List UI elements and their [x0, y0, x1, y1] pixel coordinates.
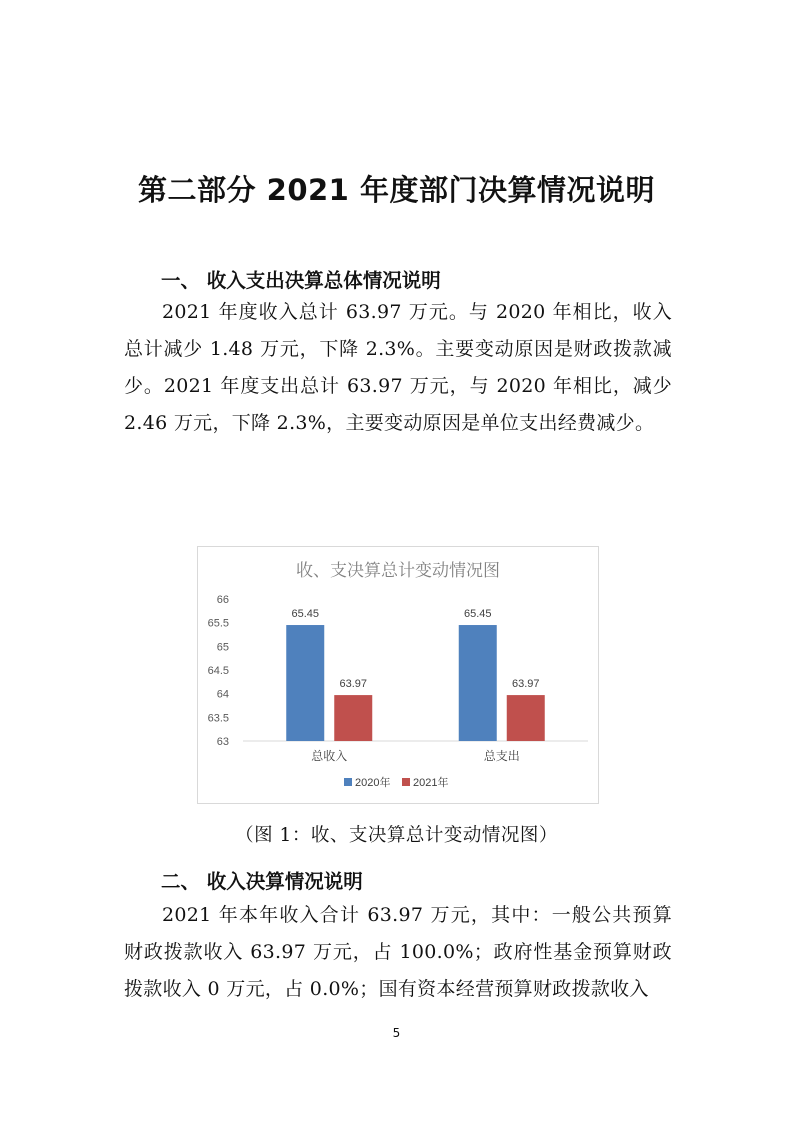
legend-swatch-2021	[402, 778, 410, 786]
bar-data-label: 63.97	[339, 678, 368, 691]
y-tick-label: 64	[216, 688, 229, 701]
x-category-label: 总收入	[311, 749, 348, 763]
body-paragraph-overview: 2021 年度收入总计 63.97 万元。与 2020 年相比，收入总计减少 1.48 万元，下降 2.3%。主要变动原因是财政拨款减少。2021 年度支出总计 63.97 万元，与 2020 年相比，减少 2.46 万元，下降 2.3%，主要变动原因是单位支出经费减少。	[124, 301, 672, 434]
legend-label: 2020年	[355, 777, 391, 789]
page-number: 5	[392, 1026, 401, 1040]
x-category-label: 总支出	[483, 749, 520, 763]
y-tick-label: 65.5	[207, 617, 229, 630]
legend-swatch-2020	[344, 778, 352, 786]
bar-data-label: 65.45	[463, 608, 492, 621]
y-tick-label: 66	[216, 594, 229, 606]
y-tick-label: 63	[216, 736, 229, 748]
y-tick-label: 64.5	[207, 665, 229, 677]
bar-2020	[459, 625, 497, 741]
bar-2021	[507, 695, 545, 741]
chart-title: 收、支决算总计变动情况图	[296, 561, 500, 580]
income-expense-bar-chart	[198, 547, 598, 803]
section-heading-income-expense: 一、 收入支出决算总体情况说明	[161, 269, 441, 292]
body-paragraph-income: 2021 年本年收入合计 63.97 万元，其中：一般公共预算财政拨款收入 63.97 万元，占 100.0%；政府性基金预算财政拨款收入 0 万元，占 0.0%；国有资本经营预算财政拨款收入	[124, 904, 672, 1000]
bar-data-label: 65.45	[291, 608, 320, 621]
section-heading-income: 二、 收入决算情况说明	[161, 870, 363, 893]
y-tick-label: 63.5	[207, 712, 229, 725]
bar-2021	[334, 695, 372, 741]
figure-caption: （图 1：收、支决算总计变动情况图）	[235, 825, 558, 846]
bar-data-label: 63.97	[511, 678, 540, 691]
legend-label: 2021年	[413, 777, 449, 789]
chart-container	[197, 546, 599, 804]
bar-2020	[286, 625, 324, 741]
y-tick-label: 65	[216, 641, 229, 654]
page-title: 第二部分 2021 年度部门决算情况说明	[138, 173, 655, 207]
